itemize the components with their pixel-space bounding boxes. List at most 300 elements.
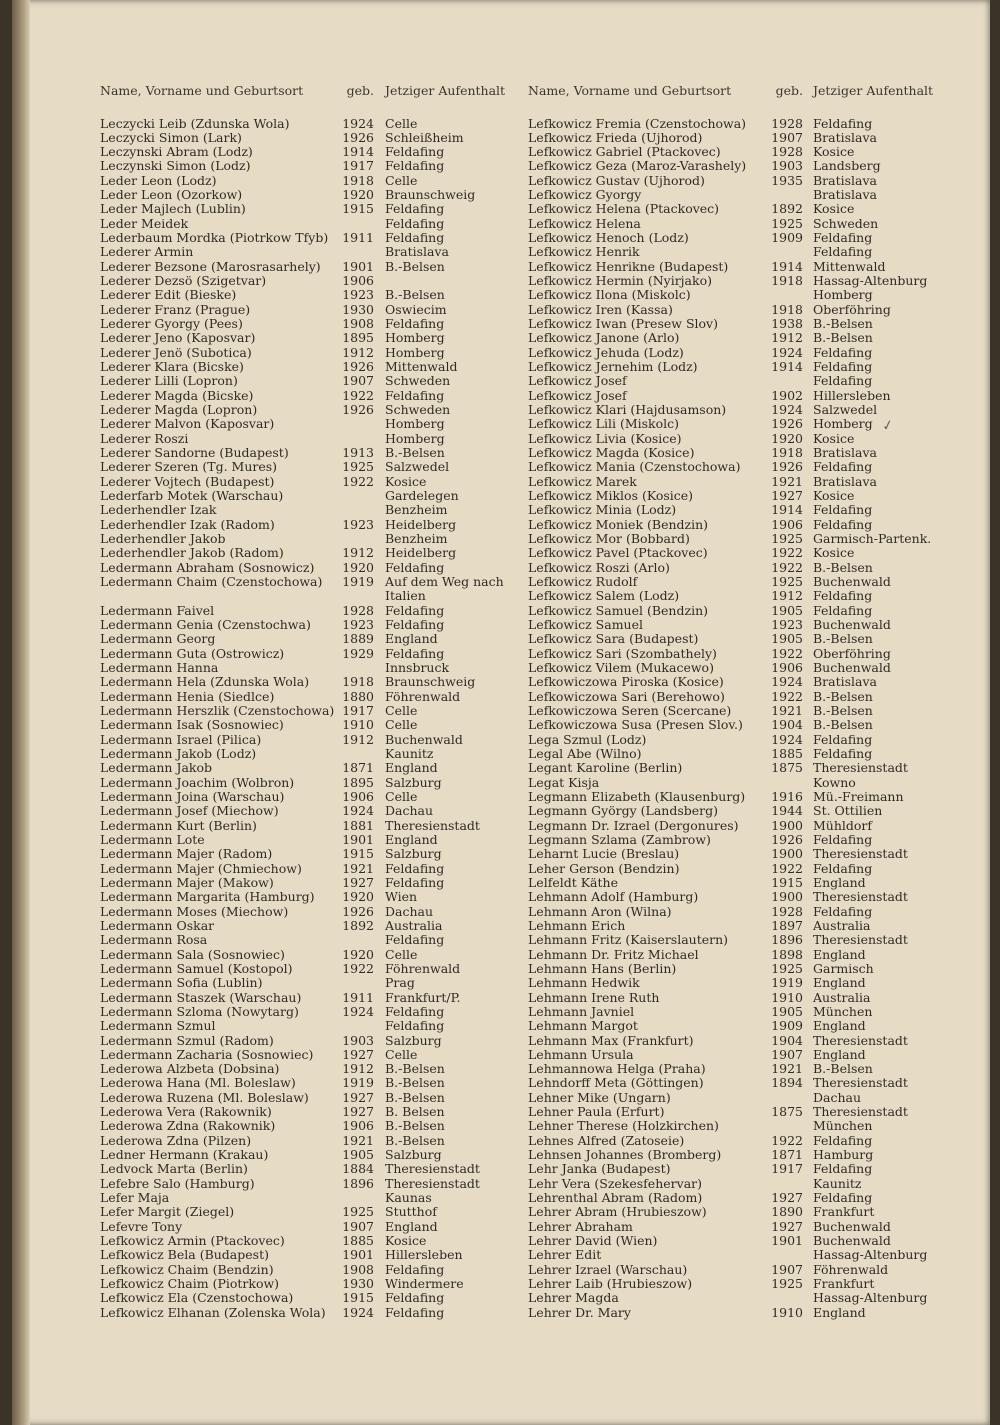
entry-row xyxy=(88,417,513,431)
left-column xyxy=(88,84,513,1320)
entry-birth-year: 1928 xyxy=(771,115,803,131)
entry-row xyxy=(88,604,513,618)
entry-row xyxy=(88,1291,513,1305)
entry-birth-year: 1902 xyxy=(771,387,803,403)
entry-name: Lefkowicz Helena xyxy=(528,215,641,231)
entry-birth-year: 1905 xyxy=(771,1003,803,1019)
entry-residence: Frankfurt xyxy=(813,1276,875,1292)
entry-name: Legat Kisja xyxy=(528,774,600,790)
entry-row xyxy=(518,202,934,216)
entry-residence: Feldafing xyxy=(813,244,873,260)
entry-row xyxy=(88,245,513,259)
entry-name: Ledermann Joina (Warschau) xyxy=(100,788,285,804)
entry-row xyxy=(518,389,934,403)
entry-birth-year: 1926 xyxy=(342,359,374,375)
entry-row xyxy=(88,661,513,675)
entry-residence: Salzburg xyxy=(385,1147,442,1163)
entry-row xyxy=(518,1019,934,1033)
entry-name: Ledermann Szmul xyxy=(100,1018,216,1034)
entry-residence: Föhrenwald xyxy=(385,688,461,704)
entry-name: Lehnsen Johannes (Bromberg) xyxy=(528,1147,722,1163)
entry-birth-year: 1917 xyxy=(342,702,374,718)
entry-row xyxy=(88,704,513,718)
entry-name: Ledermann Majer (Chmiechow) xyxy=(100,860,302,876)
entry-name: Leczynski Simon (Lodz) xyxy=(100,158,251,174)
entry-name: Ledermann Majer (Radom) xyxy=(100,846,273,862)
entry-row xyxy=(518,804,934,818)
entry-residence: Oberföhring xyxy=(813,301,891,317)
entry-name: Lefkowicz Bela (Budapest) xyxy=(100,1247,269,1263)
entry-residence: Oswiecim xyxy=(385,301,447,317)
entry-birth-year: 1925 xyxy=(771,531,803,547)
entry-residence: B.-Belsen xyxy=(385,1089,445,1105)
entry-residence: Australia xyxy=(813,917,871,933)
entry-birth-year: 1923 xyxy=(342,616,374,632)
entry-row xyxy=(518,1091,934,1105)
entry-row xyxy=(518,117,934,131)
entry-residence: Braunschweig xyxy=(385,187,476,203)
entry-name: Leczynski Abram (Lodz) xyxy=(100,144,253,160)
entry-name: Lefkowicz Moniek (Bendzin) xyxy=(528,516,709,532)
entry-row xyxy=(88,202,513,216)
entry-name: Lederhendler Jakob xyxy=(100,531,226,547)
entry-residence: Feldafing xyxy=(385,1304,445,1320)
entry-birth-year: 1938 xyxy=(771,316,803,332)
entry-birth-year: 1906 xyxy=(342,1118,374,1134)
entry-row xyxy=(518,546,934,560)
entry-birth-year: 1929 xyxy=(342,645,374,661)
entry-row xyxy=(88,217,513,231)
entry-residence: Celle xyxy=(385,172,418,188)
entry-residence: Buchenwald xyxy=(813,659,891,675)
entry-residence: Feldafing xyxy=(385,215,445,231)
entry-birth-year: 1900 xyxy=(771,846,803,862)
entry-residence: England xyxy=(385,760,438,776)
entry-birth-year: 1901 xyxy=(342,1247,374,1263)
entry-residence: B.-Belsen xyxy=(813,559,873,575)
entry-residence: Kaunitz xyxy=(813,1175,862,1191)
entry-residence: Theresienstadt xyxy=(813,1032,908,1048)
entry-residence: Kosice xyxy=(813,144,855,160)
entry-name: Ledermann Sofia (Lublin) xyxy=(100,975,263,991)
entry-name: Lefkowicz Samuel xyxy=(528,616,643,632)
entry-name: Lederowa Zdna (Pilzen) xyxy=(100,1132,252,1148)
entry-name: Lefebre Salo (Hamburg) xyxy=(100,1175,255,1191)
header-residence: Jetziger Aufenthalt xyxy=(813,83,934,98)
entry-row xyxy=(88,948,513,962)
entry-row xyxy=(88,1306,513,1320)
entry-name: Lefkowicz Lili (Miskolc) xyxy=(528,416,680,432)
entry-residence: Salzwedel xyxy=(813,402,878,418)
entry-residence: Homberg xyxy=(385,416,445,432)
entry-name: Lefkowicz Henrik xyxy=(528,244,640,260)
entry-residence: Theresienstadt xyxy=(813,760,908,776)
entry-birth-year: 1927 xyxy=(342,1104,374,1120)
entry-row xyxy=(518,503,934,517)
entry-name: Legmann Szlama (Zambrow) xyxy=(528,831,711,847)
entry-name: Lefkowicz Marek xyxy=(528,473,637,489)
entry-name: Lefkowicz Iwan (Presew Slov) xyxy=(528,316,718,332)
entry-row xyxy=(88,1134,513,1148)
entry-birth-year: 1914 xyxy=(771,502,803,518)
entry-birth-year: 1927 xyxy=(771,488,803,504)
entry-row xyxy=(518,661,934,675)
entry-row xyxy=(88,1263,513,1277)
entry-row xyxy=(88,962,513,976)
entry-birth-year: 1885 xyxy=(771,745,803,761)
entry-residence: Buchenwald xyxy=(813,1218,891,1234)
entry-name: Ledermann Genia (Czenstochwa) xyxy=(100,616,311,632)
entry-row xyxy=(518,733,934,747)
entry-residence: Buchenwald xyxy=(813,1233,891,1249)
entry-name: Lefkowicz Sari (Szombathely) xyxy=(528,645,717,661)
document-page xyxy=(12,0,990,1425)
entry-row xyxy=(518,776,934,790)
entry-name: Lederer Lilli (Lopron) xyxy=(100,373,238,389)
entry-residence: Feldafing xyxy=(385,874,445,890)
entry-residence: Salzburg xyxy=(385,1032,442,1048)
entry-row xyxy=(518,1306,934,1320)
entry-name: Ledermann Margarita (Hamburg) xyxy=(100,889,315,905)
entry-row xyxy=(518,1076,934,1090)
entry-name: Ledermann Isak (Sosnowiec) xyxy=(100,717,284,733)
entry-row xyxy=(88,718,513,732)
entry-name: Lehner Therese (Holzkirchen) xyxy=(528,1118,719,1134)
entry-residence: Feldafing xyxy=(385,602,445,618)
entry-row xyxy=(88,1277,513,1291)
entry-name: Lefkowicz Roszi (Arlo) xyxy=(528,559,670,575)
entry-birth-year: 1904 xyxy=(771,1032,803,1048)
entry-birth-year: 1922 xyxy=(771,545,803,561)
entry-row xyxy=(518,589,934,603)
entry-residence: Buchenwald xyxy=(813,574,891,589)
entry-row xyxy=(518,618,934,632)
entry-name: Lefkowicz Henrikne (Budapest) xyxy=(528,258,729,274)
entry-birth-year: 1924 xyxy=(771,674,803,690)
entry-residence: England xyxy=(813,946,866,962)
entry-residence: Bratislava xyxy=(813,172,878,188)
entry-row xyxy=(518,131,934,145)
entry-birth-year: 1917 xyxy=(342,158,374,174)
entry-residence: B.-Belsen xyxy=(385,258,445,274)
entry-residence: B. Belsen xyxy=(385,1104,445,1120)
entry-name: Lefkowicz Chaim (Piotrkow) xyxy=(100,1276,280,1292)
entry-birth-year: 1884 xyxy=(342,1161,374,1177)
entry-birth-year: 1911 xyxy=(342,230,374,246)
entry-name: Ledermann Szmul (Radom) xyxy=(100,1032,274,1048)
entry-residence: Salzburg xyxy=(385,846,442,862)
entry-residence: Föhrenwald xyxy=(813,1261,889,1277)
entry-residence: Feldafing xyxy=(385,158,445,174)
entry-birth-year: 1911 xyxy=(342,989,374,1005)
entry-name: Leder Majlech (Lublin) xyxy=(100,201,246,217)
entry-birth-year: 1895 xyxy=(342,774,374,790)
entry-residence: Feldafing xyxy=(385,201,445,217)
entry-row xyxy=(88,1091,513,1105)
entry-birth-year: 1925 xyxy=(771,1276,803,1292)
entry-birth-year: 1907 xyxy=(342,1218,374,1234)
entry-name: Lehmann Hedwik xyxy=(528,975,640,991)
entry-birth-year: 1918 xyxy=(771,301,803,317)
entry-residence: Bratislava xyxy=(813,674,878,690)
entry-residence: B.-Belsen xyxy=(813,1061,873,1077)
entry-residence: Heidelberg xyxy=(385,516,457,532)
entry-name: Lefkowicz Gustav (Ujhorod) xyxy=(528,172,705,188)
entry-row xyxy=(518,790,934,804)
left-column-header xyxy=(88,84,513,117)
entry-name: Lederfarb Motek (Warschau) xyxy=(100,488,284,504)
entry-row xyxy=(518,675,934,689)
entry-row xyxy=(518,1205,934,1219)
entry-name: Legmann Dr. Izrael (Dergonures) xyxy=(528,817,739,833)
entry-row xyxy=(88,1005,513,1019)
entry-row xyxy=(518,532,934,546)
entry-name: Lefkowicz Mania (Czenstochowa) xyxy=(528,459,741,475)
entry-name: Ledermann Kurt (Berlin) xyxy=(100,817,257,833)
entry-birth-year: 1894 xyxy=(771,1075,803,1091)
entry-name: Lederer Magda (Lopron) xyxy=(100,402,258,418)
entry-name: Lefkowiczowa Susa (Presen Slov.) xyxy=(528,717,743,733)
entry-name: Lefkowiczowa Sari (Berehowo) xyxy=(528,688,725,704)
entry-row xyxy=(518,1105,934,1119)
entry-row xyxy=(518,1191,934,1205)
entry-name: Lehmann Javniel xyxy=(528,1003,635,1019)
entry-birth-year: 1908 xyxy=(342,316,374,332)
entry-residence: Kosice xyxy=(385,1233,427,1249)
entry-name: Lefkowicz Samuel (Bendzin) xyxy=(528,602,708,618)
entry-row xyxy=(518,417,934,431)
entry-row xyxy=(88,632,513,646)
entry-row xyxy=(518,1148,934,1162)
entry-birth-year: 1881 xyxy=(342,817,374,833)
entry-name: Lederhendler Izak (Radom) xyxy=(100,516,275,532)
entry-name: Lehrenthal Abram (Radom) xyxy=(528,1190,703,1206)
entry-birth-year: 1922 xyxy=(342,387,374,403)
entry-residence: Theresienstadt xyxy=(813,1104,908,1120)
entry-name: Legmann György (Landsberg) xyxy=(528,803,719,819)
entry-residence: Kosice xyxy=(813,201,855,217)
entry-row xyxy=(88,389,513,403)
entry-residence: B.-Belsen xyxy=(385,1061,445,1077)
entry-row xyxy=(88,575,513,589)
entry-name: Lehndorff Meta (Göttingen) xyxy=(528,1075,704,1091)
entry-row xyxy=(88,518,513,532)
entry-row xyxy=(518,862,934,876)
entry-birth-year: 1917 xyxy=(771,1161,803,1177)
entry-row xyxy=(88,1162,513,1176)
entry-birth-year: 1930 xyxy=(342,301,374,317)
entry-residence: Hassag-Altenburg xyxy=(813,1247,928,1263)
entry-name: Lefkowicz Ela (Czenstochowa) xyxy=(100,1290,294,1306)
entry-row xyxy=(88,618,513,632)
entry-row xyxy=(88,905,513,919)
entry-residence: England xyxy=(385,631,438,647)
entry-residence: Celle xyxy=(385,946,418,962)
entry-birth-year: 1875 xyxy=(771,760,803,776)
entry-birth-year: 1905 xyxy=(771,631,803,647)
entry-residence: Homberg xyxy=(385,344,445,360)
entry-row xyxy=(518,1277,934,1291)
entry-residence: Kosice xyxy=(385,473,427,489)
entry-row xyxy=(518,360,934,374)
entry-birth-year: 1912 xyxy=(342,731,374,747)
entry-row xyxy=(88,776,513,790)
entry-birth-year: 1925 xyxy=(342,1204,374,1220)
entry-name: Lederhendler Izak xyxy=(100,502,217,518)
entry-name: Legal Abe (Wilno) xyxy=(528,745,642,761)
entry-birth-year: 1910 xyxy=(771,989,803,1005)
entry-residence: Oberföhring xyxy=(813,645,891,661)
entry-birth-year: 1914 xyxy=(771,359,803,375)
entry-row xyxy=(88,833,513,847)
entry-name: Lefevre Tony xyxy=(100,1218,183,1234)
entry-row xyxy=(518,460,934,474)
entry-birth-year: 1926 xyxy=(342,129,374,145)
entry-residence: Feldafing xyxy=(813,602,873,618)
entry-name: Ledermann Oskar xyxy=(100,917,215,933)
entry-residence: Feldafing xyxy=(385,230,445,246)
entry-residence: Celle xyxy=(385,115,418,131)
entry-name: Lehrer David (Wien) xyxy=(528,1233,658,1249)
entry-name: Ledermann Sala (Sosnowiec) xyxy=(100,946,285,962)
entry-birth-year: 1915 xyxy=(771,874,803,890)
entry-row xyxy=(88,403,513,417)
entry-row xyxy=(518,833,934,847)
entry-birth-year: 1901 xyxy=(342,258,374,274)
entry-row xyxy=(518,489,934,503)
entry-birth-year: 1926 xyxy=(342,903,374,919)
entry-birth-year: 1925 xyxy=(771,574,803,589)
entry-birth-year: 1909 xyxy=(771,230,803,246)
entry-birth-year: 1907 xyxy=(771,1046,803,1062)
entry-name: Lefkowicz Jehuda (Lodz) xyxy=(528,344,684,360)
entry-name: Ledermann Guta (Ostrowicz) xyxy=(100,645,285,661)
entry-name: Lefkowicz Magda (Kosice) xyxy=(528,445,695,461)
entry-name: Leczycki Leib (Zdunska Wola) xyxy=(100,115,290,131)
page-binding-edge xyxy=(12,0,30,1425)
entry-residence: Frankfurt xyxy=(813,1204,875,1220)
entry-name: Lederowa Alzbeta (Dobsina) xyxy=(100,1061,280,1077)
entry-birth-year: 1919 xyxy=(771,975,803,991)
entry-row xyxy=(88,260,513,274)
entry-residence: Mittenwald xyxy=(813,258,886,274)
entry-name: Lefkowicz Miklos (Kosice) xyxy=(528,488,694,504)
entry-residence: Celle xyxy=(385,717,418,733)
header-residence: Jetziger Aufenthalt xyxy=(385,83,506,98)
entry-name: Lehmann Adolf (Hamburg) xyxy=(528,889,699,905)
entry-row xyxy=(518,933,934,947)
entry-name: Lehrer Magda xyxy=(528,1290,619,1306)
entry-name: Lederer Jeno (Kaposvar) xyxy=(100,330,256,346)
entry-residence: Kosice xyxy=(813,488,855,504)
entry-name: Lederowa Hana (Ml. Boleslaw) xyxy=(100,1075,296,1091)
entry-row xyxy=(518,890,934,904)
entry-birth-year: 1871 xyxy=(771,1147,803,1163)
entry-name: Ledermann Hanna xyxy=(100,659,219,675)
entry-name: Lehmann Hans (Berlin) xyxy=(528,960,677,976)
entry-row xyxy=(518,704,934,718)
entry-name: Lehmann Fritz (Kaiserslautern) xyxy=(528,932,729,948)
entry-residence: B.-Belsen xyxy=(813,631,873,647)
entry-name: Ledermann Josef (Miechow) xyxy=(100,803,279,819)
entry-row xyxy=(88,1105,513,1119)
entry-birth-year: 1905 xyxy=(342,1147,374,1163)
entry-residence: Hassag-Altenburg xyxy=(813,1290,928,1306)
entry-row xyxy=(88,1048,513,1062)
entry-row xyxy=(518,475,934,489)
entry-name: Lelfeldt Käthe xyxy=(528,874,618,890)
entry-residence: Frankfurt/P. xyxy=(385,989,461,1005)
entry-row xyxy=(518,1034,934,1048)
entry-row xyxy=(518,346,934,360)
entry-row xyxy=(88,1034,513,1048)
entry-name: Lederer Klara (Bicske) xyxy=(100,359,244,375)
entry-residence: Benzheim xyxy=(385,531,448,547)
entry-row xyxy=(88,561,513,575)
entry-name: Ledermann Georg xyxy=(100,631,216,647)
entry-name: Lefkowicz Fremia (Czenstochowa) xyxy=(528,115,747,131)
entry-residence: Salzburg xyxy=(385,774,442,790)
entry-name: Ledermann Joachim (Wolbron) xyxy=(100,774,295,790)
entry-birth-year: 1901 xyxy=(771,1233,803,1249)
entry-birth-year: 1922 xyxy=(771,559,803,575)
entry-name: Leczycki Simon (Lark) xyxy=(100,129,242,145)
entry-birth-year: 1901 xyxy=(342,831,374,847)
entry-birth-year: 1923 xyxy=(342,287,374,303)
entry-name: Lefkowicz Gabriel (Ptackovec) xyxy=(528,144,721,160)
entry-residence: Mü.-Freimann xyxy=(813,788,904,804)
entry-row xyxy=(88,1062,513,1076)
entry-residence: Feldafing xyxy=(813,1132,873,1148)
entry-name: Lega Szmul (Lodz) xyxy=(528,731,647,747)
entry-name: Ledermann Henia (Siedlce) xyxy=(100,688,275,704)
entry-row xyxy=(518,188,934,202)
entry-name: Ledermann Zacharia (Sosnowiec) xyxy=(100,1046,314,1062)
header-born: geb. xyxy=(775,83,803,98)
entry-birth-year: 1922 xyxy=(771,688,803,704)
entry-birth-year: 1928 xyxy=(342,602,374,618)
entry-residence: Feldafing xyxy=(385,1018,445,1034)
entry-row xyxy=(518,747,934,761)
entry-row xyxy=(88,346,513,360)
entry-name: Lederer Malvon (Kaposvar) xyxy=(100,416,275,432)
entry-residence: Mühldorf xyxy=(813,817,873,833)
entry-row xyxy=(518,761,934,775)
entry-birth-year: 1912 xyxy=(771,588,803,604)
entry-row xyxy=(518,819,934,833)
entry-residence: Innsbruck xyxy=(385,659,450,675)
entry-residence: Buchenwald xyxy=(385,731,463,747)
entry-row xyxy=(518,1220,934,1234)
entry-birth-year: 1925 xyxy=(771,960,803,976)
entry-residence: München xyxy=(813,1118,873,1134)
entry-birth-year: 1880 xyxy=(342,688,374,704)
entry-name: Lefkowicz Minia (Lodz) xyxy=(528,502,677,518)
entry-row xyxy=(518,260,934,274)
entry-residence: Bratislava xyxy=(813,445,878,461)
entry-row xyxy=(88,174,513,188)
entry-residence: B.-Belsen xyxy=(813,717,873,733)
entry-birth-year: 1912 xyxy=(771,330,803,346)
entry-name: Lefkowicz Jernehim (Lodz) xyxy=(528,359,698,375)
entry-name: Ledvock Marta (Berlin) xyxy=(100,1161,248,1177)
entry-row xyxy=(88,188,513,202)
entry-residence: Feldafing xyxy=(813,903,873,919)
entry-row xyxy=(518,374,934,388)
entry-residence: Feldafing xyxy=(385,1290,445,1306)
entry-name: Ledermann Jakob (Lodz) xyxy=(100,745,257,761)
entry-name: Lefkowicz Josef xyxy=(528,387,627,403)
